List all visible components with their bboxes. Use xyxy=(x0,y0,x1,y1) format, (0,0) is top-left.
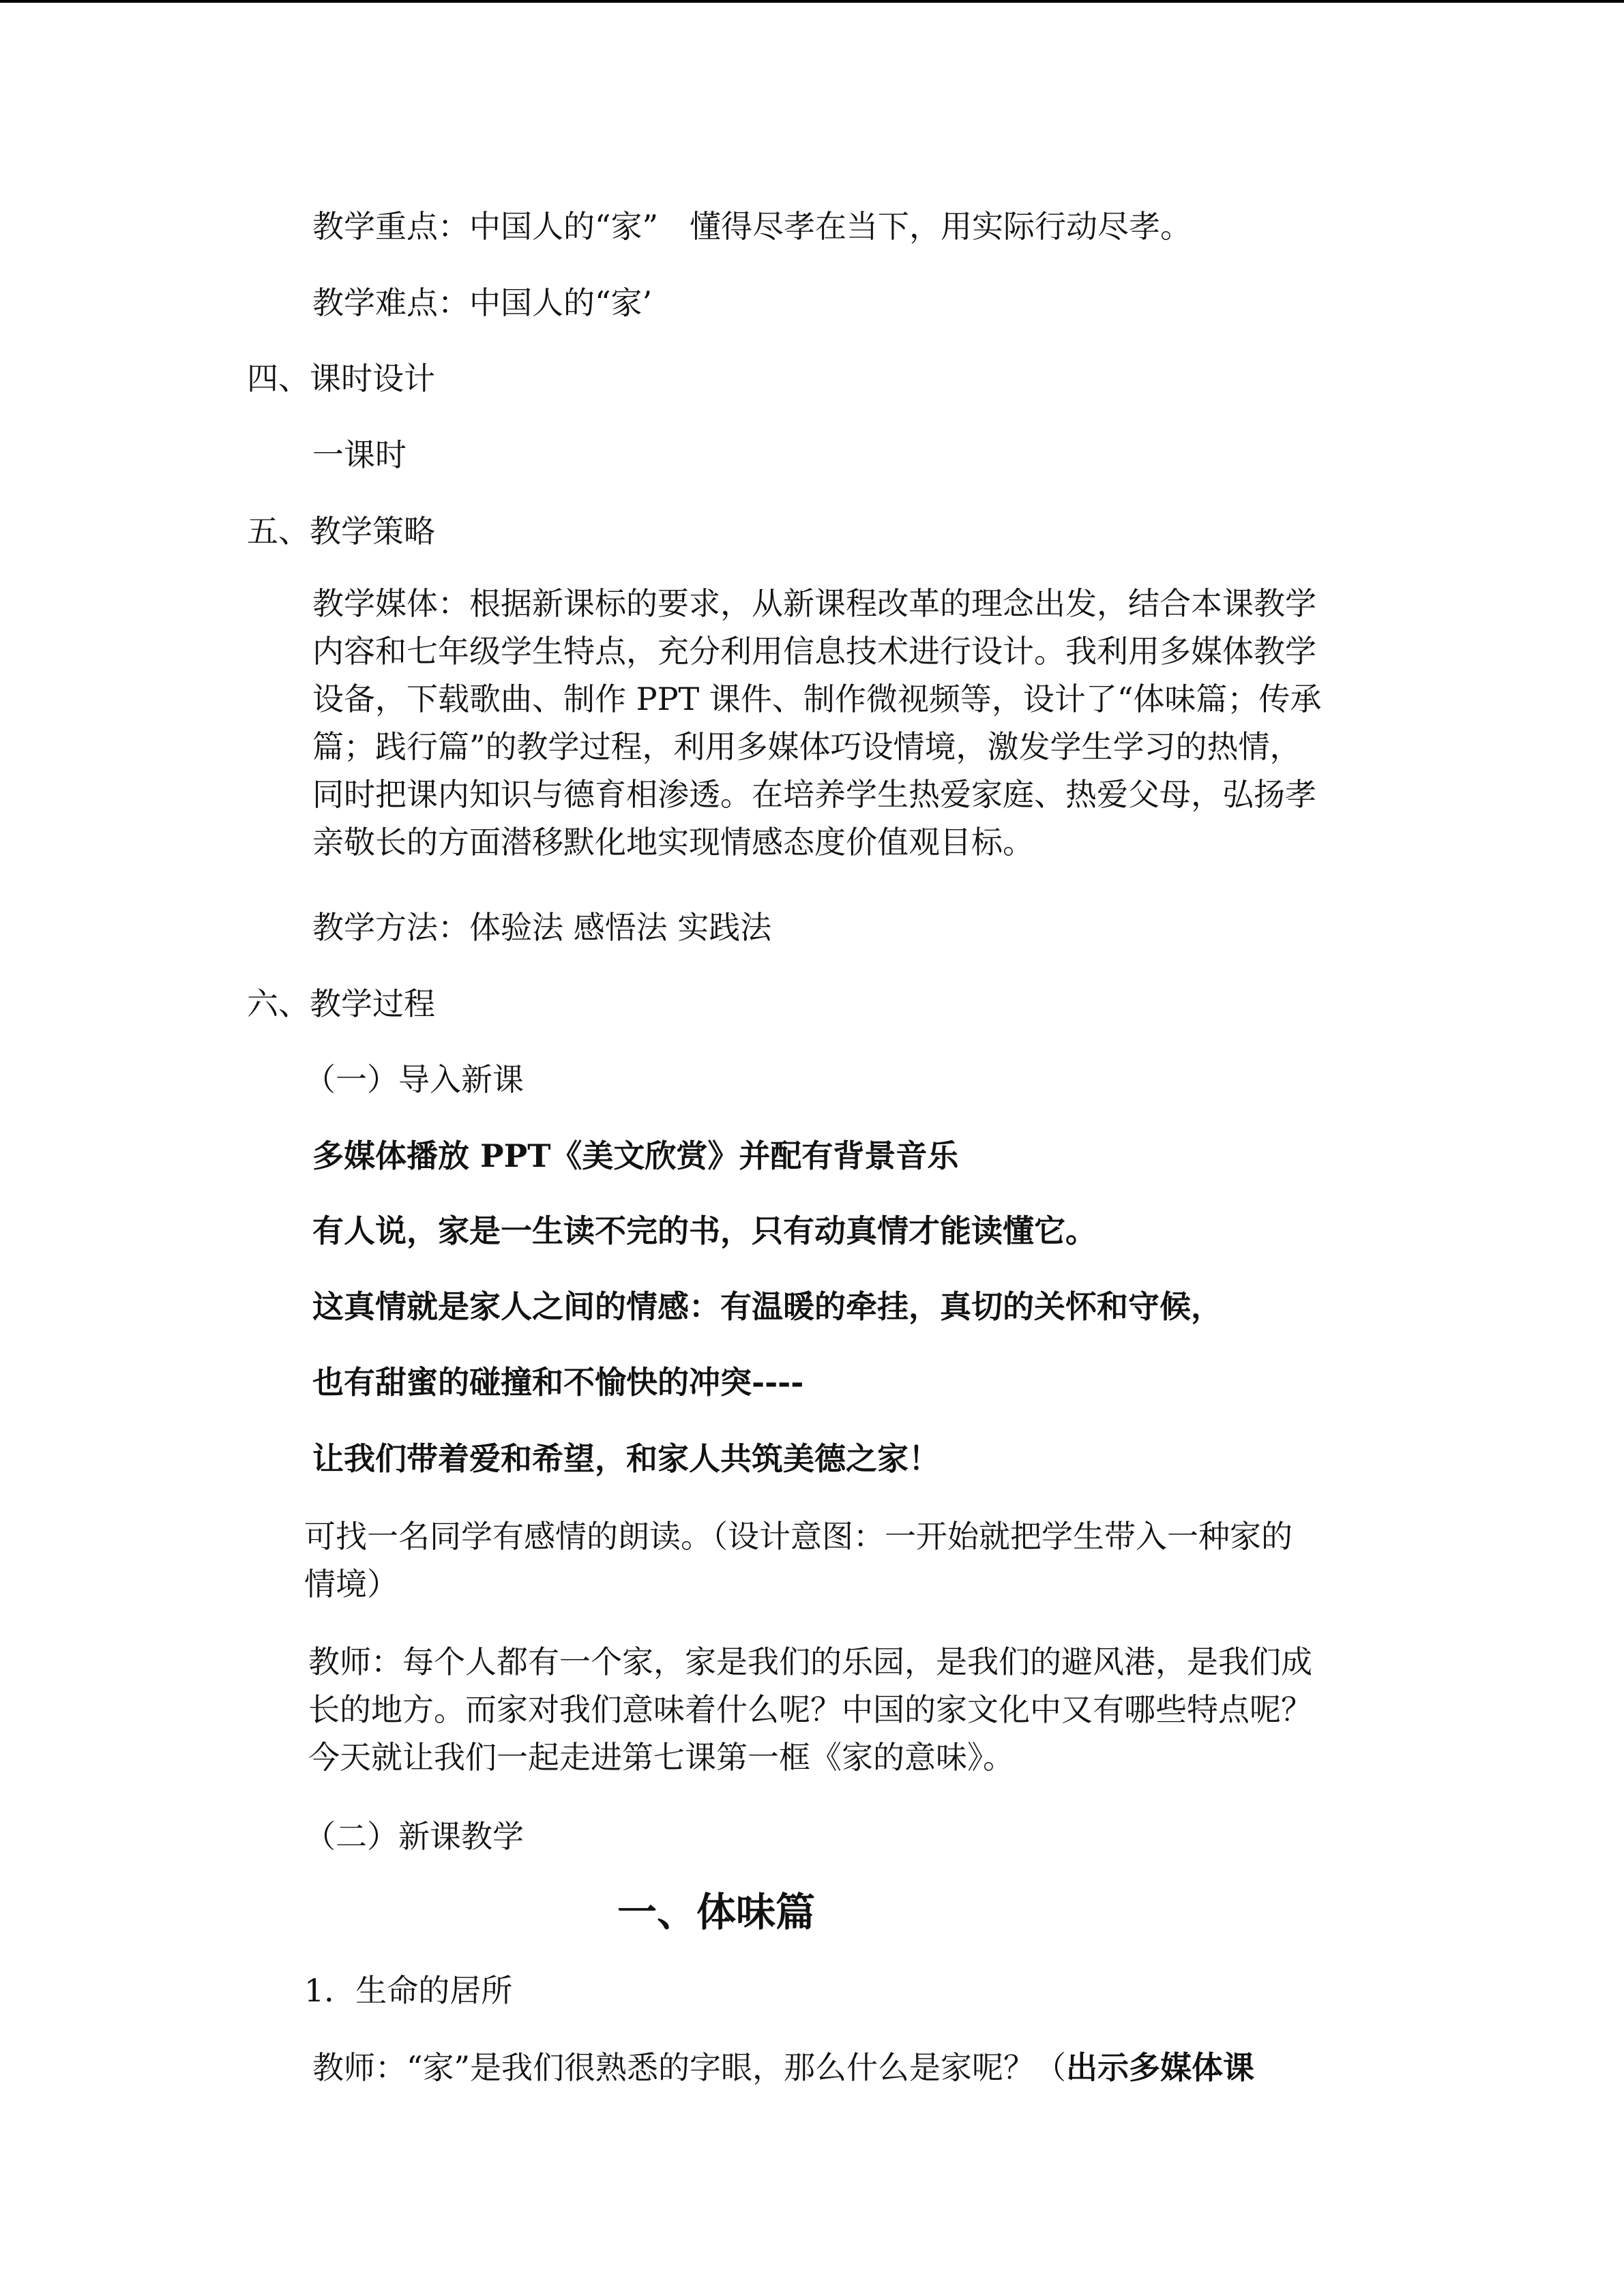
last-line-normal: 教师：“家”是我们很熟悉的字眼，那么什么是家呢？（ xyxy=(312,2049,1067,2086)
paragraph-line: 内容和七年级学生特点，充分利用信息技术进行设计。我利用多媒体教学 xyxy=(312,633,1316,670)
bold-line-2: 有人说，家是一生读不完的书，只有动真情才能读懂它。 xyxy=(312,1212,1097,1249)
paragraph-line: 篇；践行篇”的教学过程，利用多媒体巧设情境，激发学生学习的热情， xyxy=(312,728,1301,765)
bold-line-4: 也有甜蜜的碰撞和不愉快的冲突---- xyxy=(312,1364,804,1401)
bold-line-1: 多媒体播放 PPT《美文欣赏》并配有背景音乐 xyxy=(312,1137,959,1174)
reading-paragraph xyxy=(304,1512,1355,1608)
teacher-intro-paragraph xyxy=(308,1638,1359,1781)
paragraph-line: 情境） xyxy=(304,1566,398,1602)
bold-line-3: 这真情就是家人之间的情感：有温暖的牵挂，真切的关怀和守候， xyxy=(312,1288,1222,1325)
teaching-methods: 教学方法：体验法 感悟法 实践法 xyxy=(312,909,772,946)
section-5-title: 五、教学策略 xyxy=(247,513,435,550)
bold-line-5: 让我们带着爱和希望，和家人共筑美德之家！ xyxy=(312,1440,940,1477)
paragraph-line: 教学媒体：根据新课标的要求，从新课程改革的理念出发，结合本课教学 xyxy=(312,585,1316,622)
teaching-media-paragraph xyxy=(312,580,1363,866)
paragraph-line: 同时把课内知识与德育相渗透。在培养学生热爱家庭、热爱父母，弘扬孝 xyxy=(312,776,1316,813)
paragraph-line: 今天就让我们一起走进第七课第一框《家的意味》。 xyxy=(308,1739,1014,1776)
page-top-border xyxy=(0,0,1624,3)
subsection-2-title: （二）新课教学 xyxy=(304,1818,524,1855)
last-line-bold: 出示多媒体课 xyxy=(1066,2049,1255,2086)
paragraph-line: 可找一名同学有感情的朗读。（设计意图：一开始就把学生带入一种家的 xyxy=(304,1518,1293,1555)
item-1-title: 1．生命的居所 xyxy=(304,1972,513,2009)
paragraph-line: 设备，下载歌曲、制作 PPT 课件、制作微视频等，设计了“体味篇；传承 xyxy=(312,681,1322,717)
teaching-difficulty: 教学难点：中国人的“家’ xyxy=(312,284,653,321)
subsection-1-title: （一）导入新课 xyxy=(304,1061,524,1098)
last-line xyxy=(312,2044,1254,2091)
teaching-focus: 教学重点：中国人的“家” 懂得尽孝在当下，用实际行动尽孝。 xyxy=(312,208,1192,245)
paragraph-line: 亲敬长的方面潜移默化地实现情感态度价值观目标。 xyxy=(312,824,1034,861)
section-6-title: 六、教学过程 xyxy=(247,985,435,1022)
paragraph-line: 长的地方。而家对我们意味着什么呢？中国的家文化中又有哪些特点呢？ xyxy=(308,1691,1312,1728)
center-heading: 一、体味篇 xyxy=(617,1889,815,1935)
section-4-body: 一课时 xyxy=(312,436,407,473)
paragraph-line: 教师：每个人都有一个家，家是我们的乐园，是我们的避风港，是我们成 xyxy=(308,1643,1312,1680)
section-4-title: 四、课时设计 xyxy=(247,360,435,397)
